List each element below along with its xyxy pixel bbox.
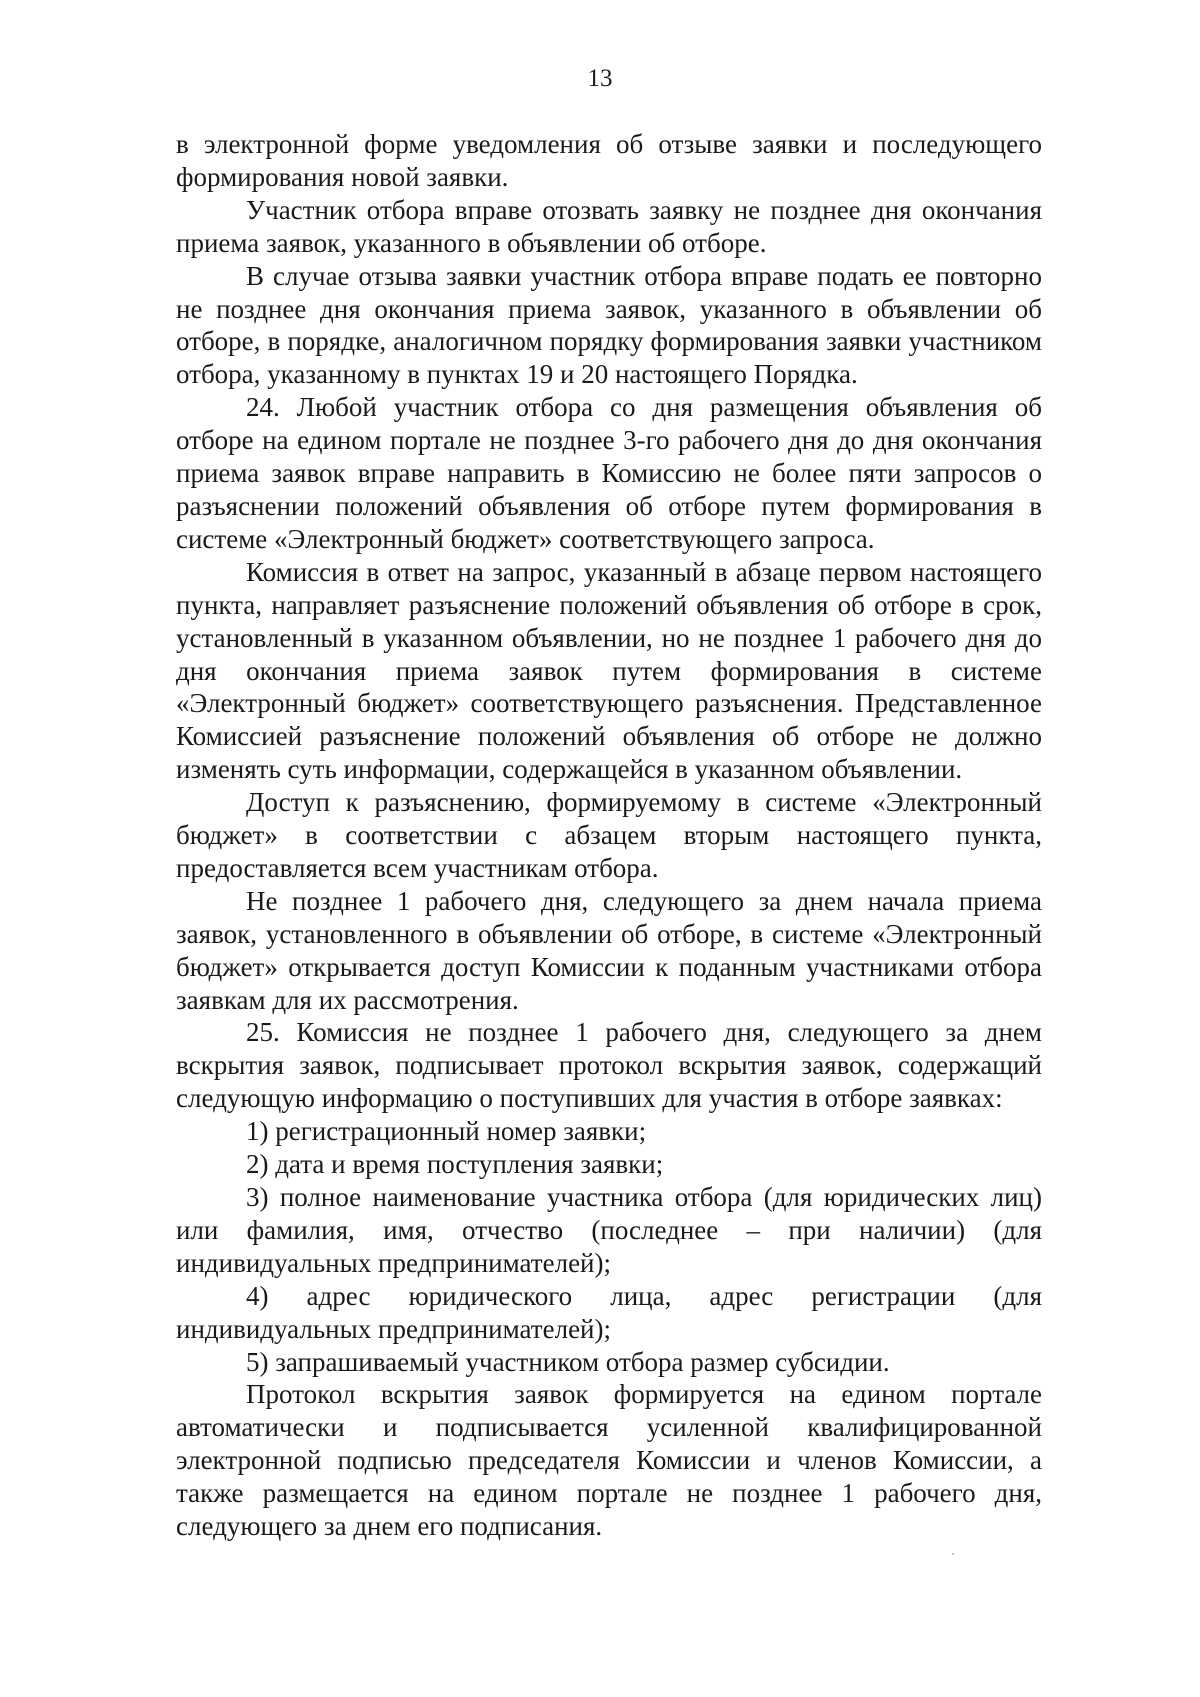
- list-item: 2) дата и время поступления заявки;: [246, 1149, 664, 1180]
- paragraph-clause-24: 24. Любой участник отбора со дня размещения объявления об отборе на едином портале не позднее 3-го рабочего дня до дня окончания приема заявок вправе направить в Комиссию не более пяти запросов о разъяснении положений объявления об отборе путем формирования в системе «Электронный бюджет» соответствующего запроса.: [176, 392, 1042, 554]
- paragraph: Протокол вскрытия заявок формируется на едином портале автоматически и подписывается усиленной квалифицированной электронной подписью председателя Комиссии и членов Комиссии, а также размещается на едином портале не позднее 1 рабочего дня, следующего за днем его подписания.: [176, 1379, 1042, 1542]
- paragraph: Комиссия в ответ на запрос, указанный в абзаце первом настоящего пункта, направляет разъяснение положений объявления об отборе в срок, установленный в указанном объявлении, но не позднее 1 рабочего дня до дня окончания приема заявок путем формирования в системе «Электронный бюджет» соответствующего разъяснения. Представленное Комиссией разъяснение положений объявления об отборе не должно изменять суть информации, содержащейся в указанном объявлении.: [176, 556, 1042, 785]
- list-item: 1) регистрационный номер заявки;: [246, 1116, 647, 1147]
- paragraph: Не позднее 1 рабочего дня, следующего за днем начала приема заявок, установленного в объявлении об отборе, в системе «Электронный бюджет» открывается доступ Комиссии к поданным участниками отбора заявкам для их рассмотрения.: [176, 885, 1042, 1015]
- list-item: 3) полное наименование участника отбора (для юридических лиц) или фамилия, имя, отчество (последнее – при наличии) (для индивидуальных предпринимателей);: [176, 1182, 1042, 1278]
- paragraph-continuation: в электронной форме уведомления об отзыве заявки и последующего формирования новой заявки.: [176, 129, 1042, 192]
- page-number: 13: [587, 65, 613, 92]
- scan-speck: [952, 1553, 954, 1555]
- list-item: 5) запрашиваемый участником отбора размер субсидии.: [246, 1346, 890, 1377]
- paragraph: В случае отзыва заявки участник отбора вправе подать ее повторно не позднее дня окончания приема заявок, указанного в объявлении об отборе, в порядке, аналогичном порядку формирования заявки участником отбора, указанному в пунктах 19 и 20 настоящего Порядка.: [176, 260, 1042, 390]
- list-item: 4) адрес юридического лица, адрес регистрации (для индивидуальных предпринимателей);: [176, 1280, 1042, 1344]
- document-body: [176, 128, 1042, 1543]
- paragraph-clause-25: 25. Комиссия не позднее 1 рабочего дня, следующего за днем вскрытия заявок, подписывает протокол вскрытия заявок, содержащий следующую информацию о поступивших для участия в отборе заявках:: [176, 1017, 1042, 1114]
- paragraph: Доступ к разъяснению, формируемому в системе «Электронный бюджет» в соответствии с абзацем вторым настоящего пункта, предоставляется всем участникам отбора.: [176, 787, 1042, 883]
- paragraph: Участник отбора вправе отозвать заявку не позднее дня окончания приема заявок, указанного в объявлении об отборе.: [176, 194, 1042, 258]
